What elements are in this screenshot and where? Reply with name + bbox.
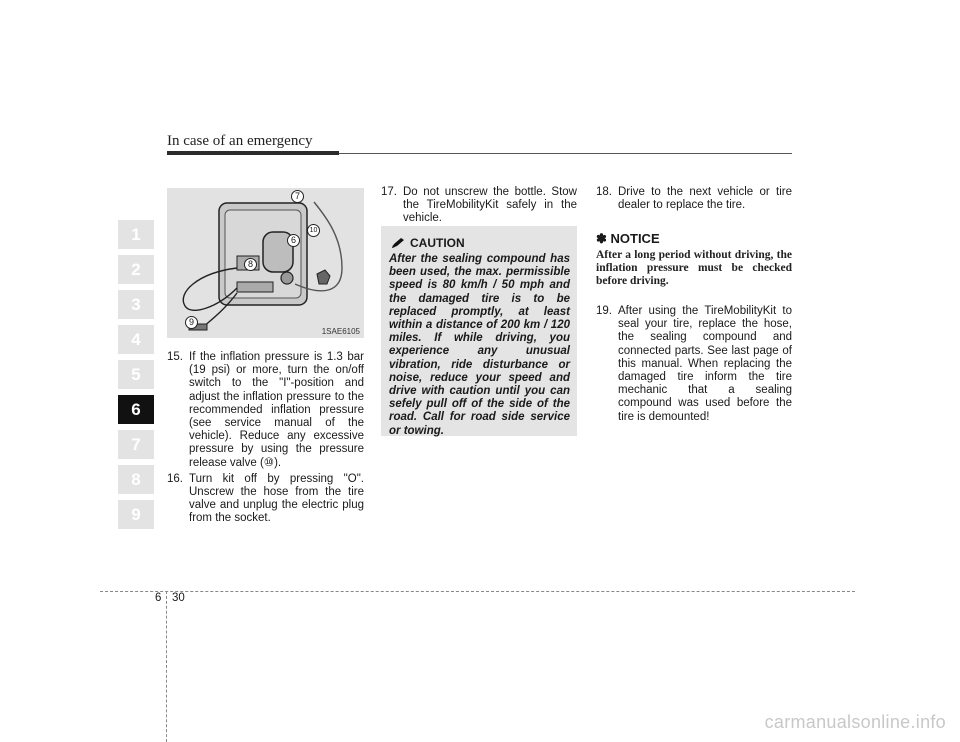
notice-text: After a long period without driving, the inflation pressure must be checked before driving. xyxy=(596,249,792,288)
figure-code: 1SAE6105 xyxy=(321,327,360,336)
chapter-tab-1[interactable]: 1 xyxy=(118,220,154,249)
chapter-tab-8[interactable]: 8 xyxy=(118,465,154,494)
step-16 xyxy=(167,473,364,526)
callout-9: 9 xyxy=(185,316,198,329)
callout-6: 6 xyxy=(287,234,300,247)
page-number: 30 xyxy=(172,592,185,604)
step-15 xyxy=(167,351,364,470)
step-text: Do not unscrew the bottle. Stow the TireMobilityKit safely in the vehicle. xyxy=(403,186,577,225)
step-number: 16. xyxy=(167,472,183,485)
chapter-tab-7[interactable]: 7 xyxy=(118,430,154,459)
chapter-tab-9[interactable]: 9 xyxy=(118,500,154,529)
callout-10: 10 xyxy=(307,224,320,237)
step-19 xyxy=(596,305,792,424)
chapter-tab-5[interactable]: 5 xyxy=(118,360,154,389)
footer-rule-vertical xyxy=(166,591,167,742)
chapter-tab-4[interactable]: 4 xyxy=(118,325,154,354)
caution-text: After the sealing compound has been used, the max. permissible speed is 80 km/h / 50 mph and the damaged tire is to be replaced promptly, at least within a distance of 200 km / 120 miles. If while driving, you experience any unusual vibration, ride disturbance or noise, reduce your speed and drive with caution until you can sefely pull off of the side of the road. Call for road side service or towing. xyxy=(389,253,570,437)
left-column xyxy=(167,351,364,529)
step-17 xyxy=(381,186,577,226)
notice-heading: ✽ NOTICE xyxy=(596,231,660,246)
step-number: 19. xyxy=(596,305,612,317)
caution-title: CAUTION xyxy=(410,236,465,250)
header-rule-thin xyxy=(339,153,792,154)
step-text: After using the TireMobilityKit to seal your tire, replace the hose, the sealing compound and connected parts. See last page of this manual. When replacing the damaged tire inform the tire mechanic that a sealing compound was used before the tire is demounted! xyxy=(618,305,792,423)
pencil-icon xyxy=(391,237,405,249)
page-chapter-number: 6 xyxy=(155,592,162,604)
tire-mobility-kit-figure xyxy=(167,188,364,338)
kit-illustration xyxy=(167,188,364,338)
chapter-tab-6[interactable]: 6 xyxy=(118,395,154,424)
callout-8: 8 xyxy=(244,258,257,271)
step-text: Turn kit off by pressing "O". Unscrew the hose from the tire valve and unplug the electric plug from the socket. xyxy=(189,472,364,525)
right-column xyxy=(596,186,792,215)
header-rule xyxy=(167,151,339,155)
caution-box xyxy=(381,226,577,436)
step-18 xyxy=(596,186,792,212)
step-number: 15. xyxy=(167,351,183,363)
chapter-tab-2[interactable]: 2 xyxy=(118,255,154,284)
chapter-tab-3[interactable]: 3 xyxy=(118,290,154,319)
section-title: In case of an emergency xyxy=(167,133,313,149)
chapter-tabs xyxy=(118,220,154,535)
right-column-lower xyxy=(596,305,792,427)
callout-7: 7 xyxy=(291,190,304,203)
middle-column xyxy=(381,186,577,229)
step-number: 17. xyxy=(381,186,397,198)
footer-rule xyxy=(100,591,855,592)
watermark: carmanualsonline.info xyxy=(764,712,946,732)
step-number: 18. xyxy=(596,186,612,198)
caution-heading xyxy=(391,236,465,250)
step-text: Drive to the next vehicle or tire dealer to replace the tire. xyxy=(618,186,792,212)
step-text: If the inflation pressure is 1.3 bar (19 psi) or more, turn the on/off switch to the "I"-position and adjust the inflation pressure to the recommended inflation pressure (see service manual of the vehicle). Reduce any excessive pressure by using the pressure release valve (⑩). xyxy=(189,351,364,469)
